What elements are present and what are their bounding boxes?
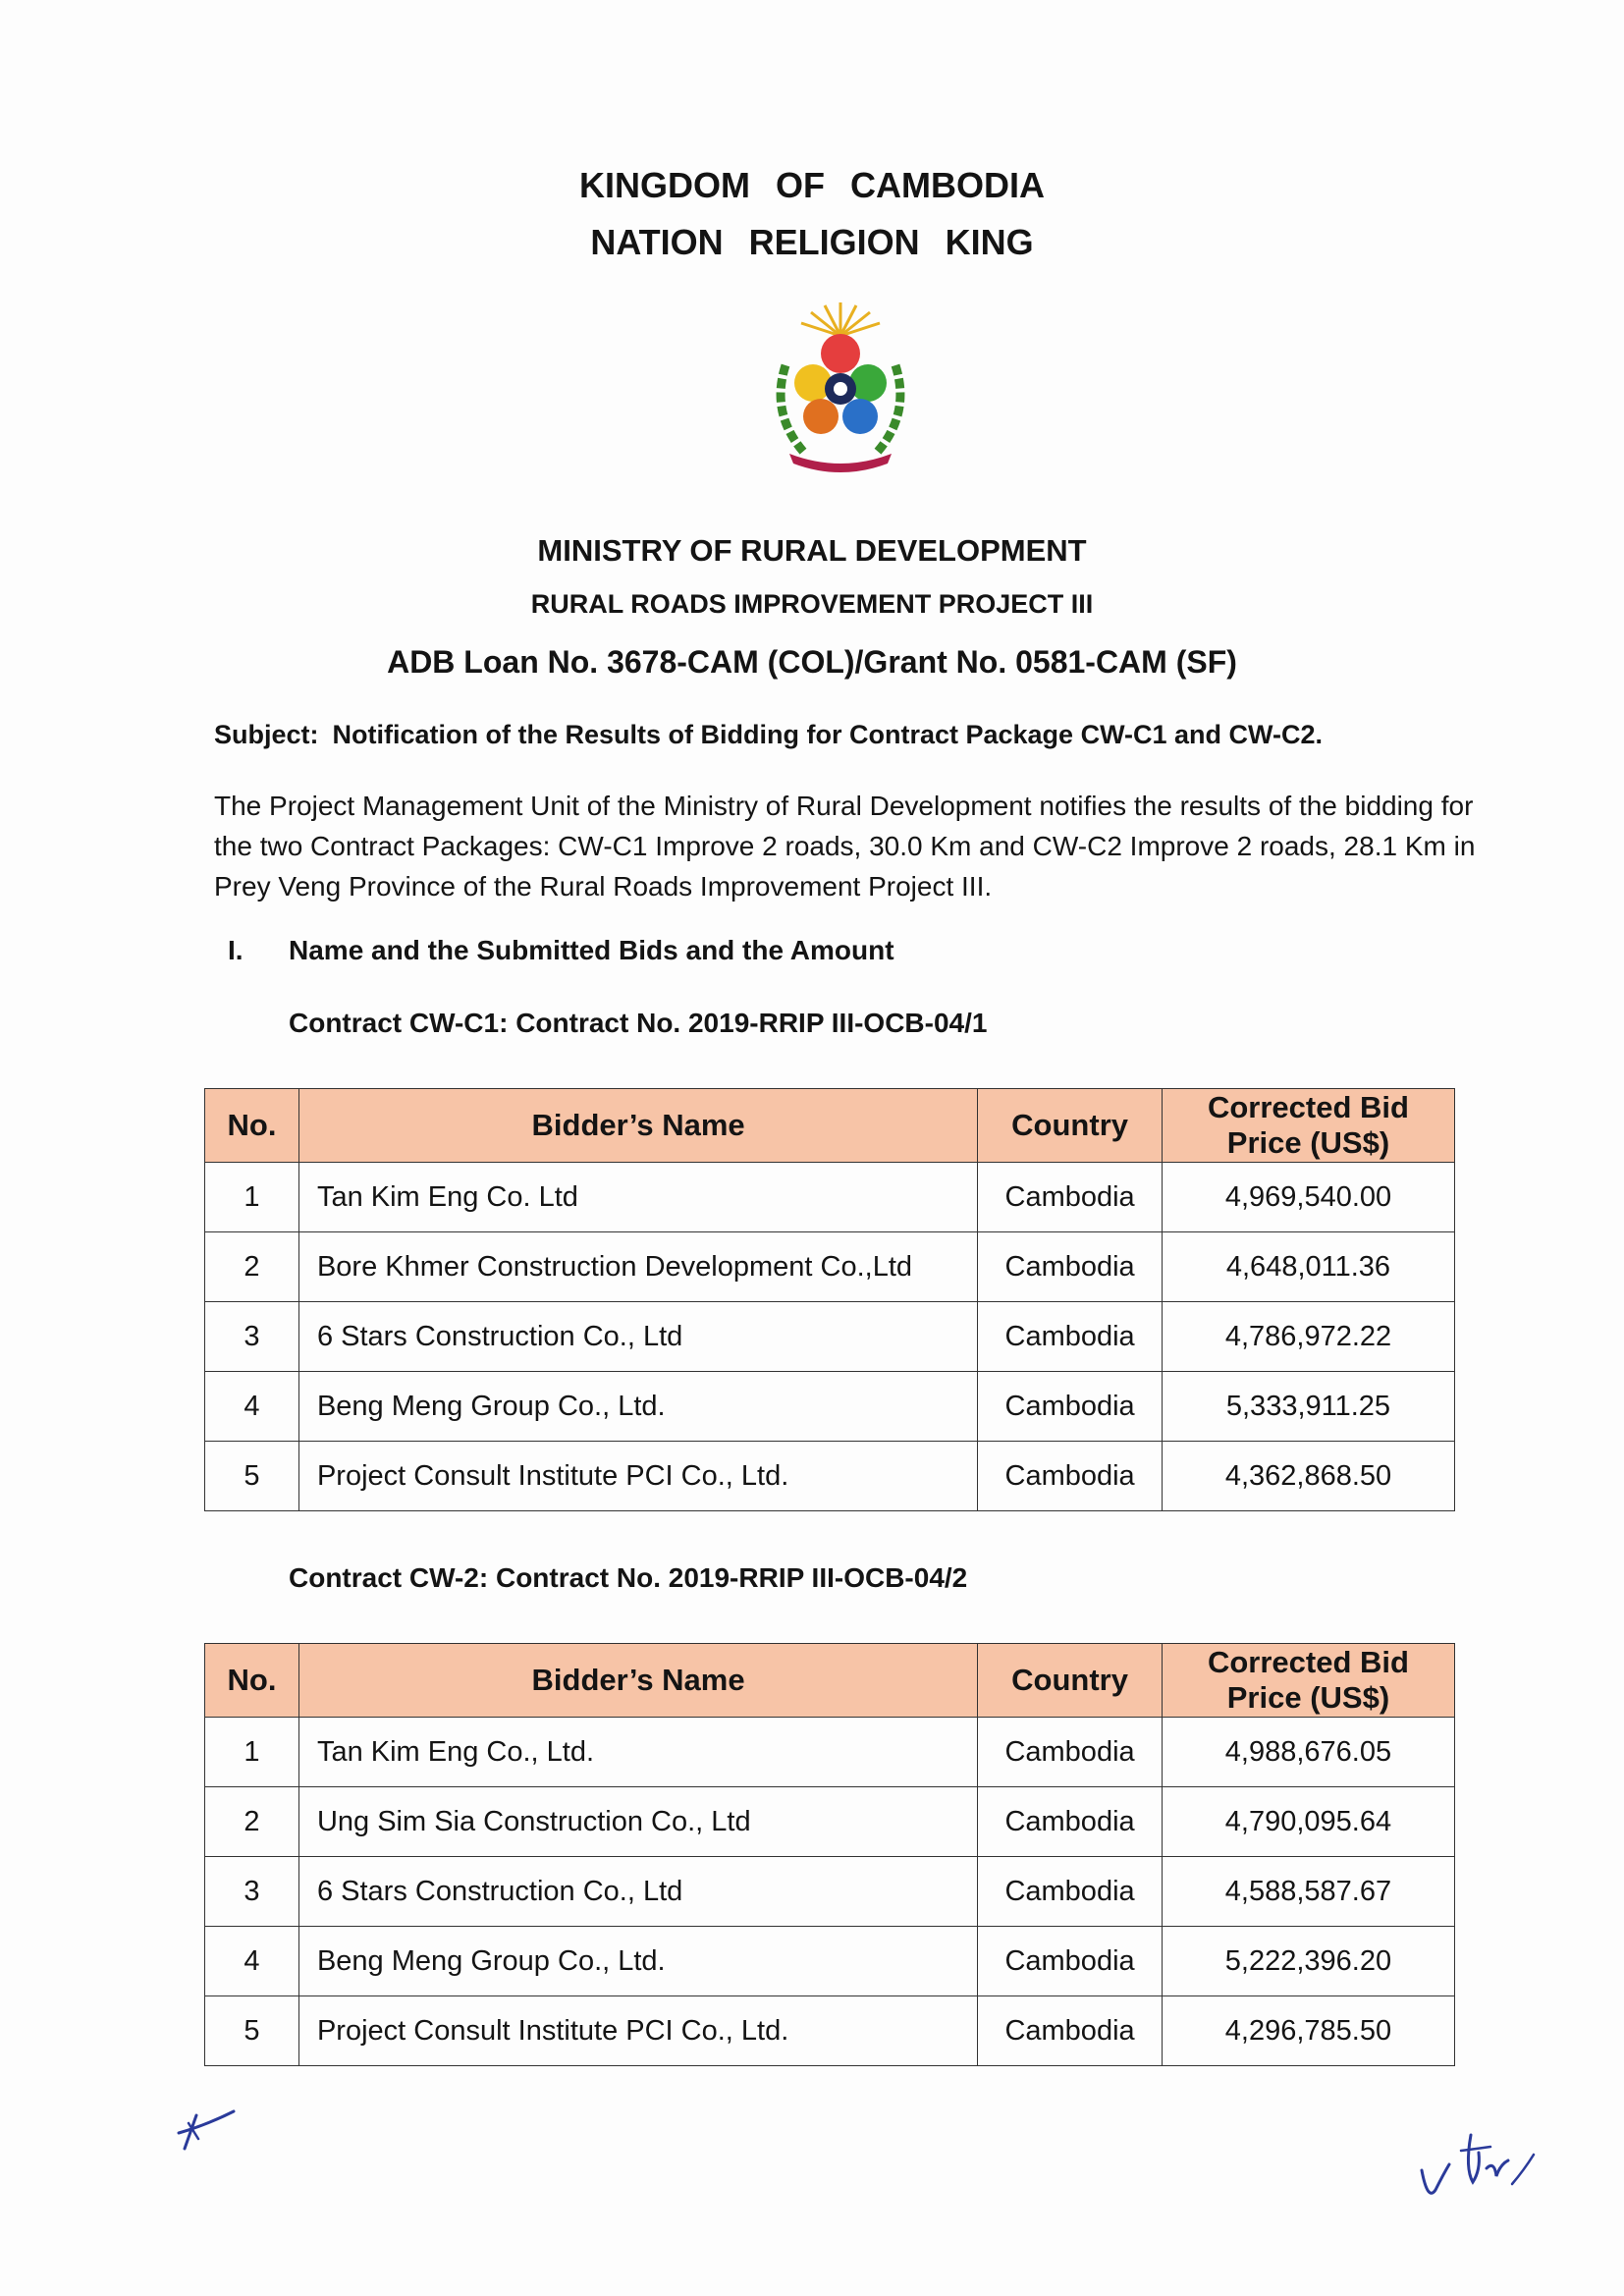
cell-bidder-name: Tan Kim Eng Co. Ltd	[298, 1163, 977, 1232]
header-no: No.	[205, 1089, 299, 1163]
cell-price: 5,222,396.20	[1162, 1927, 1454, 1996]
header-bidder-name: Bidder’s Name	[298, 1644, 977, 1718]
subject-label: Subject:	[214, 720, 319, 749]
cell-bidder-name: Ung Sim Sia Construction Co., Ltd	[298, 1787, 977, 1857]
body-paragraph: The Project Management Unit of the Ministry of Rural Development notifies the results of the bidding for the two Contract Packages: CW-C1 Improve 2 roads, 30.0 Km and CW-C2 Improve 2 roads, 28.1 Km in Prey Veng Province of the Rural Roads Improvement Project III.	[214, 791, 1476, 902]
cell-bidder-name: Project Consult Institute PCI Co., Ltd.	[298, 1442, 977, 1511]
section-heading	[228, 935, 894, 966]
cell-bidder-name: Tan Kim Eng Co., Ltd.	[298, 1718, 977, 1787]
table-row	[205, 1163, 1455, 1232]
header-price	[1162, 1644, 1454, 1718]
table-row	[205, 1787, 1455, 1857]
header-price-line1: Corrected Bid	[1207, 1090, 1409, 1124]
bids-table	[204, 1088, 1455, 1511]
cell-no: 4	[205, 1372, 299, 1442]
cell-country: Cambodia	[978, 1232, 1163, 1302]
cell-price: 4,790,095.64	[1162, 1787, 1454, 1857]
cell-no: 3	[205, 1857, 299, 1927]
cell-no: 1	[205, 1718, 299, 1787]
table-row	[205, 1857, 1455, 1927]
subject-text: Notification of the Results of Bidding for Contract Package CW-C1 and CW-C2.	[332, 720, 1323, 749]
table-row	[205, 1996, 1455, 2066]
handwritten-initials-icon	[1414, 2121, 1551, 2210]
cell-no: 5	[205, 1442, 299, 1511]
cell-price: 4,296,785.50	[1162, 1996, 1454, 2066]
bids-table	[204, 1643, 1455, 2066]
kingdom-heading: KINGDOM OF CAMBODIA	[579, 165, 1045, 205]
header-no: No.	[205, 1644, 299, 1718]
header-price-line2: Price (US$)	[1226, 1680, 1390, 1715]
motto-heading: NATION RELIGION KING	[590, 222, 1034, 262]
cell-no: 2	[205, 1787, 299, 1857]
cell-bidder-name: 6 Stars Construction Co., Ltd	[298, 1302, 977, 1372]
ministry-emblem-icon	[756, 297, 925, 481]
table-row	[205, 1718, 1455, 1787]
cell-price: 4,648,011.36	[1162, 1232, 1454, 1302]
table-row	[205, 1372, 1455, 1442]
cell-no: 5	[205, 1996, 299, 2066]
cell-country: Cambodia	[978, 1718, 1163, 1787]
cell-price: 4,588,587.67	[1162, 1857, 1454, 1927]
cell-no: 1	[205, 1163, 299, 1232]
cell-no: 4	[205, 1927, 299, 1996]
table-header-row	[205, 1644, 1455, 1718]
cell-country: Cambodia	[978, 1372, 1163, 1442]
cell-price: 4,988,676.05	[1162, 1718, 1454, 1787]
table-row	[205, 1442, 1455, 1511]
cell-price: 4,969,540.00	[1162, 1163, 1454, 1232]
header-country: Country	[978, 1644, 1163, 1718]
section-title: Name and the Submitted Bids and the Amount	[289, 935, 894, 965]
cell-no: 2	[205, 1232, 299, 1302]
cell-bidder-name: Bore Khmer Construction Development Co.,Ltd	[298, 1232, 977, 1302]
header-price-line1: Corrected Bid	[1207, 1645, 1409, 1679]
cell-price: 4,786,972.22	[1162, 1302, 1454, 1372]
cell-country: Cambodia	[978, 1996, 1163, 2066]
cell-price: 4,362,868.50	[1162, 1442, 1454, 1511]
loan-reference: ADB Loan No. 3678-CAM (COL)/Grant No. 0581-CAM (SF)	[387, 644, 1237, 680]
table-row	[205, 1232, 1455, 1302]
cell-price: 5,333,911.25	[1162, 1372, 1454, 1442]
header-price-line2: Price (US$)	[1226, 1125, 1390, 1160]
cell-country: Cambodia	[978, 1787, 1163, 1857]
cell-country: Cambodia	[978, 1163, 1163, 1232]
cell-bidder-name: Beng Meng Group Co., Ltd.	[298, 1927, 977, 1996]
cell-bidder-name: Project Consult Institute PCI Co., Ltd.	[298, 1996, 977, 2066]
cell-no: 3	[205, 1302, 299, 1372]
cell-country: Cambodia	[978, 1857, 1163, 1927]
cell-country: Cambodia	[978, 1442, 1163, 1511]
ministry-title: MINISTRY OF RURAL DEVELOPMENT	[537, 533, 1087, 568]
cell-bidder-name: Beng Meng Group Co., Ltd.	[298, 1372, 977, 1442]
project-title: RURAL ROADS IMPROVEMENT PROJECT III	[530, 589, 1094, 619]
subject-line	[214, 720, 1323, 750]
cell-country: Cambodia	[978, 1302, 1163, 1372]
contract-title: Contract CW-2: Contract No. 2019-RRIP III-OCB-04/2	[289, 1562, 968, 1593]
table-row	[205, 1302, 1455, 1372]
contract-title: Contract CW-C1: Contract No. 2019-RRIP III-OCB-04/1	[289, 1008, 988, 1038]
section-number: I.	[228, 935, 244, 965]
table-row	[205, 1927, 1455, 1996]
header-country: Country	[978, 1089, 1163, 1163]
cell-country: Cambodia	[978, 1927, 1163, 1996]
handwritten-initial-mark-icon	[167, 2090, 245, 2159]
header-bidder-name: Bidder’s Name	[298, 1089, 977, 1163]
cell-bidder-name: 6 Stars Construction Co., Ltd	[298, 1857, 977, 1927]
table-header-row	[205, 1089, 1455, 1163]
header-price	[1162, 1089, 1454, 1163]
